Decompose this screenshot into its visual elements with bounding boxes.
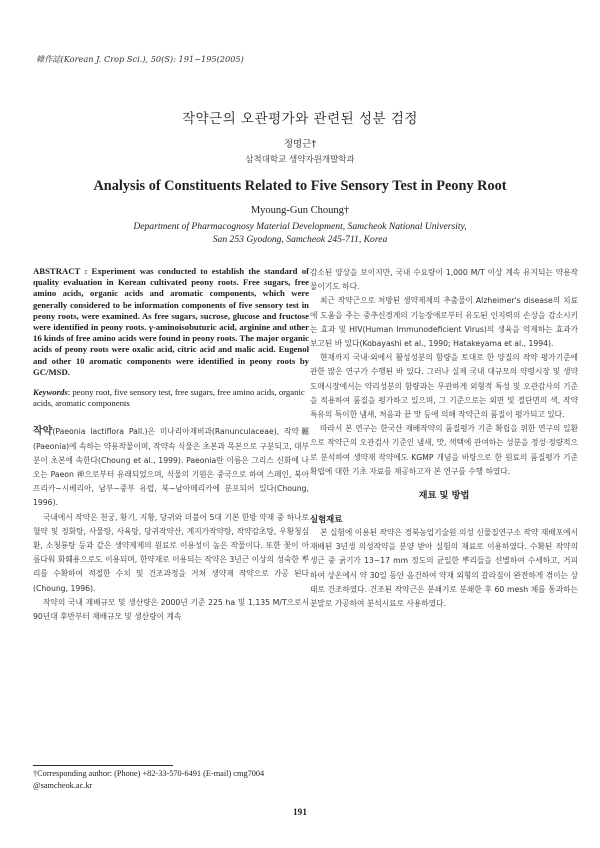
left-column — [33, 266, 309, 624]
right-paragraph-4: 따라서 본 연구는 한국산 재배작약의 품질평가 기준 확립을 위한 연구의 일환으로 작약근의 오관검사 기준인 냄새, 맛, 색택에 관여하는 성분을 정성·정량적으로 분석하여 생약재 작약에도 KGMP 개념을 바탕으로 한 원료의 품질평가 기준 확립에 대한 기초 자료를 제공하고자 본 연구를 수행 하였다. — [310, 424, 578, 476]
korean-affiliation: 삼척대학교 생약자원개발학과 — [245, 155, 355, 165]
keywords — [33, 387, 309, 409]
keywords-text: : peony root, five sensory test, free sugars, free amino acids, organic acids, aromatic components — [33, 387, 305, 409]
materials-paragraph: 본 실험에 이용된 작약은 경북농업기술원 의성 신물질연구소 작약 재배포에서 재배된 3년생 의성작약을 분양 받아 실험의 재료로 이용하였다. 수확된 작약의 생근 중 굵기가 13~17 mm 정도의 균일한 뿌리들을 선별하여 수세하고, 거피하여 상온에서 약 30일 동안 음건하여 약재 외형의 갈라짐이 완전하게 겪이는 상태로 건조하였다. 건조된 작약근은 분쇄기로 분쇄한 후 60 mesh 체를 통과하는 분말로 가공하여 분석시료로 사용하였다. — [310, 528, 578, 609]
subheading-materials: 실험재료 — [310, 513, 343, 524]
corresponding-author-footnote: †Corresponding author: (Phone) +82-33-570-6491 (E-mail) cmg7004 @samcheok.ac.kr — [33, 769, 265, 790]
right-column — [310, 266, 578, 611]
korean-author: 정명근† — [283, 139, 317, 150]
right-paragraph-2: 최근 작약근으로 처방된 생약제제의 추출물이 Alzheimer's disease의 치료에 도움을 주는 중추신경계의 기능장애로부터 유도된 인지력의 손상을 감소시키는 효과 및 HIV(Human Immunodeficient Virus)의 생육을 억제하는 효과가 보고된 바 있다(Kobayashi et al., 1990; Hatakeyama et al., 1994). — [310, 296, 578, 349]
abstract: ABSTRACT : Experiment was conducted to establish the standard of quality evaluation in Korean cultivated peony roots. Free sugars, free amino acids, organic acids and aromatic components, which were generally considered to be information components of five sensory test in peony roots, were examined. As free sugars, sucrose, glucose and fructose were identified in peony roots. γ-aminoisobuturic acid, arginine and other 16 kinds of free amino acids were found in peony roots. The major organic acids of peony roots were oxalic acid, citric acid and malic acid. Eugenol and other 10 aromatic components were identified in peony roots by GC/MSD. — [33, 266, 309, 377]
section-heading-materials-methods: 재료 및 방법 — [418, 490, 470, 502]
english-author: Myoung-Gun Choung† — [250, 205, 350, 216]
intro-paragraph-2: 국내에서 작약은 천궁, 황기, 지황, 당귀와 더불어 5대 기본 한방 약재 중 하나로 혈약 및 정화탕, 사물탕, 사육탕, 당귀작약산, 계지가작약탕, 작약감초탕, 우황청심환, 소청룡탕 등과 같은 생약제제의 원료로 이용성이 높은 작물이다. 또한 꽃이 아름다워 화훼용으로도 이용되며, 한약재로 이용되는 작약은 3년근 이상의 성숙한 뿌리를 수확하여 적절한 수치 및 건조과정을 거쳐 생약재 작약으로 가공 된다(Choung, 1996). — [33, 512, 309, 593]
korean-title: 작약근의 오관평가와 관련된 성분 검정 — [182, 111, 418, 127]
journal-citation: 韓作誌(Korean J. Crop Sci.), 50(S): 191~195(2005) — [36, 54, 244, 64]
intro-lead-word: 작약 — [33, 426, 53, 438]
intro-paragraph-1-text: (Paeonia lactiflora Pall.)은 미나리아재비과(Ranunculaceae), 작약屬(Paeonia)에 속하는 약용작물이며, 작약속 식물은 초본과 목본으로 구분되고, 대부분이 초본에 속한다(Choung et al., 1999). Paeonia란 이름은 그리스 신화에 나오는 Paeon 神으로부터 유래되었으며, 식물의 기원은 중국으로 하여 스페인, 북아프리카~시베리아, 남부~중부 유럽, 북~남아메리카에 분포되어 있다(Choung, 1996). — [33, 427, 309, 508]
intro-paragraph-3: 작약의 국내 재배규모 및 생산량은 2000년 기준 225 ha 및 1,135 M/T으로서 90년대 후반부터 재배규모 및 생산량이 계속 — [33, 597, 309, 622]
page-number: 191 — [293, 808, 307, 818]
english-title: Analysis of Constituents Related to Five Sensory Test in Peony Root — [93, 178, 507, 194]
right-paragraph-3: 현재까지 국내·외에서 활성성분의 함량을 토대로 한 양질의 작약 평가기준에 관한 많은 연구가 수행된 바 있다. 그러나 실제 국내 대규모의 약령시장 및 생약 도매시장에서는 약리성분의 함량과는 무관하게 외형적 특성 및 오관감사의 기준을 적용하여 품질을 평가하고 있으며, 그 기준으로는 외면 및 절단면의 색, 작약 특유의 특이한 냄새, 처음과 끝 맛 등에 의해 작약근의 품질이 평가되고 있다. — [310, 353, 578, 420]
right-paragraph-1: 감소된 양상을 보이지만, 국내 수요량이 1,000 M/T 이상 계속 유지되는 약용작물이기도 하다. — [310, 268, 578, 292]
english-address: San 253 Gyodong, Samcheok 245-711, Korea — [212, 234, 388, 245]
english-department: Department of Pharmacognosy Material Development, Samcheok National University, — [133, 221, 467, 232]
footnote-divider — [33, 765, 173, 766]
keywords-label: Keywords — [33, 387, 68, 398]
intro-paragraph-1 — [33, 425, 309, 510]
